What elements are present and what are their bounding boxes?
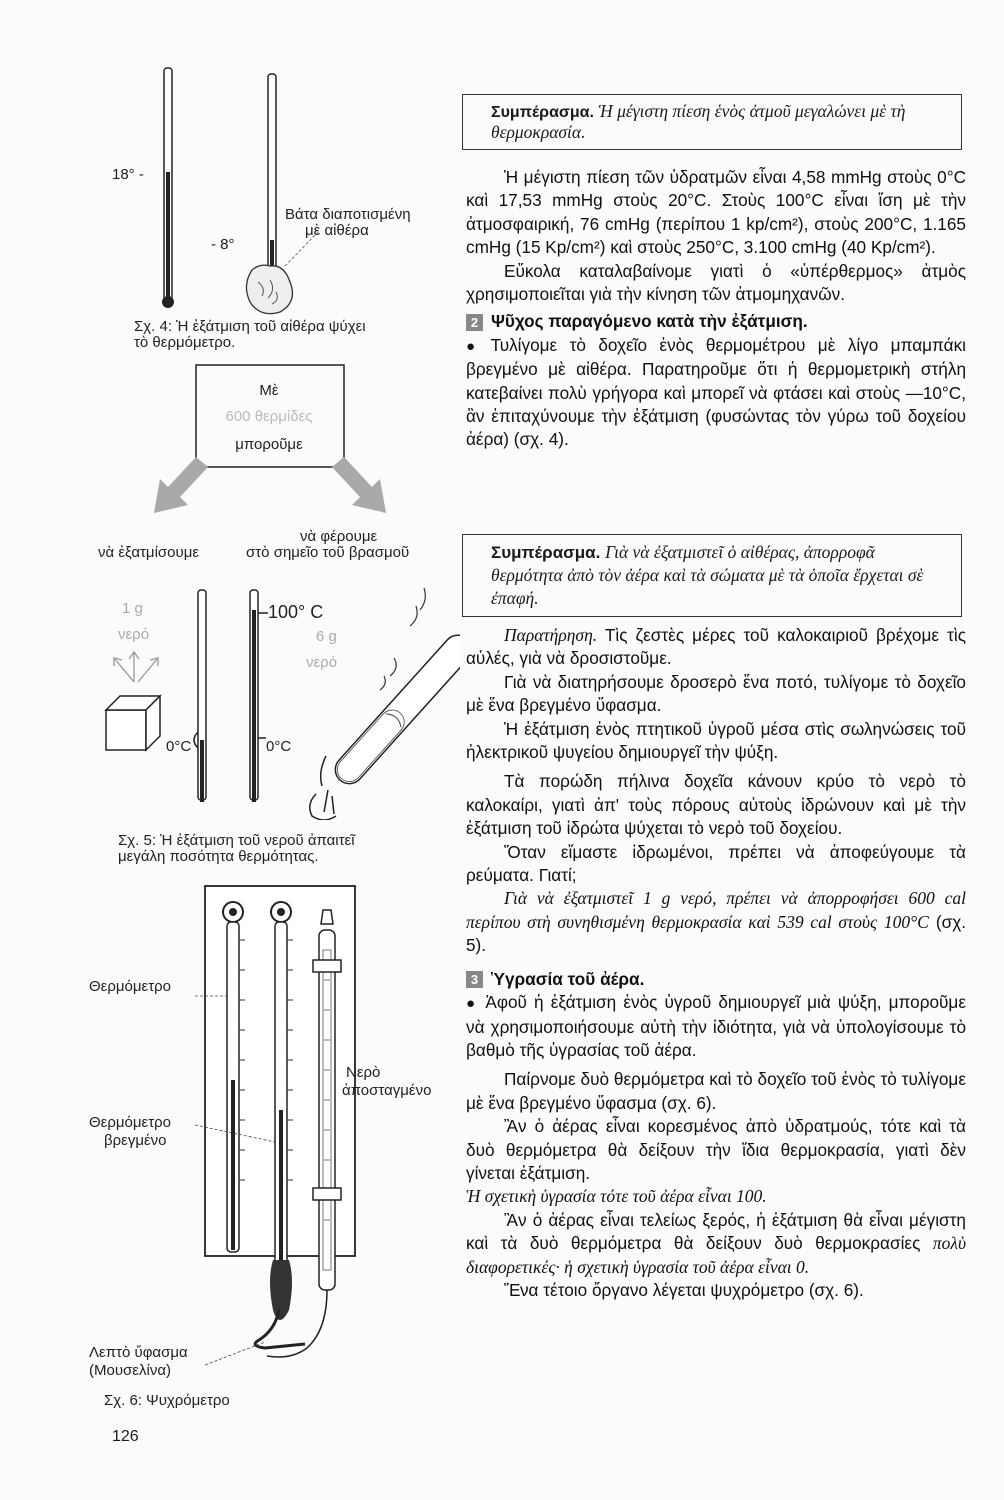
fig5-box-line2: 600 θερμίδες <box>225 408 313 425</box>
fig5-label-6g: 6 g <box>316 628 337 645</box>
fig6-caption: Σχ. 6: Ψυχρόμετρο <box>104 1392 230 1409</box>
fig4-caption-2: τὸ θερμόμετρο. <box>134 334 236 351</box>
fig4-cotton-label-2: μὲ αἰθέρα <box>305 222 369 239</box>
paragraph-two-thermometers: Παίρνομε δυὸ θερμόμετρα καὶ τὸ δοχεῖο τοῦ ἑνὸς τὸ τυλίγομε μὲ ἕνα βρεγμένο ὕφασμα (σχ. 6). <box>466 1069 966 1113</box>
fig6-label-wet-1: Θερμόμετρο <box>89 1114 172 1131</box>
conclusion-1-title: Συμπέρασμα. <box>491 104 594 121</box>
fig5-label-bring-2: στὸ σημεῖο τοῦ βρασμοῦ <box>246 544 410 561</box>
fig5-label-100c: 100° C <box>268 602 324 622</box>
fig6-label-distilled-1: Νερὸ <box>346 1064 381 1081</box>
paragraph-superheated: Εὔκολα καταλαβαίνομε γιατὶ ὁ «ὑπέρθερμος» ἀτμὸς χρησιμοποιεῖται γιὰ τὴν κίνηση τῶν ἀτμομηχανῶν. <box>466 260 966 305</box>
section-2-heading <box>466 310 966 333</box>
right-column-part1 <box>466 166 966 452</box>
paragraph-psychrometer: Ἕνα τέτοιο ὄργανο λέγεται ψυχρόμετρο (σχ. 6). <box>504 1279 864 1300</box>
fig6-label-fabric-2: (Μουσελίνα) <box>89 1362 171 1379</box>
paragraph-sweat: Ὅταν εἴμαστε ἱδρωμένοι, πρέπει νὰ ἀποφεύγουμε τὰ ρεύματα. Γιατί; <box>466 841 966 886</box>
fig4-caption-1: Σχ. 4: Ἡ ἐξάτμιση τοῦ αἰθέρα ψύχει <box>134 318 366 335</box>
paragraph-courtyards: Τὶς ζεστὲς μέρες τοῦ καλοκαιριοῦ βρέχομε τὶς αὐλές, γιὰ νὰ δροσιστοῦμε. <box>466 625 966 669</box>
fig5-label-water-2: νερό <box>306 654 338 671</box>
conclusion-box-2 <box>462 534 962 617</box>
fig5-label-water-1: νερό <box>118 626 150 643</box>
fig4-drawing <box>100 60 460 320</box>
fig5-label-evaporate: νὰ ἐξατμίσουμε <box>98 544 200 561</box>
paragraph-saturated: Ἂν ὁ ἀέρας εἶναι κορεσμένος ἀπὸ ὑδρατμούς, τότε καὶ τὰ δυὸ θερμόμετρα θὰ δείξουν τὴν ἴδια θερμοκρασία, γιατὶ δὲν γίνεται ἐξάτμιση. <box>466 1116 966 1183</box>
paragraph-600cal-ref: (σχ. 5). <box>466 911 966 956</box>
fig5-label-1g: 1 g <box>122 600 143 617</box>
fig5-box-line3: μποροῦμε <box>235 436 303 453</box>
section-3-heading <box>466 968 966 991</box>
fig6-label-wet-2: βρεγμένο <box>104 1132 167 1149</box>
section-2-number: 2 <box>466 314 483 331</box>
conclusion-box-1 <box>462 94 962 150</box>
paragraph-600cal: Γιὰ νὰ ἐξατμιστεῖ 1 g νερό, πρέπει νὰ ἀπορροφήσει 600 cal περίπου στὴ συνηθισμένη θερμοκρασία καὶ 539 cal στοὺς 100°C <box>466 888 966 932</box>
fig4-cotton-label: Βάτα διαποτισμένη <box>285 206 411 223</box>
fig5-label-0c-b: 0°C <box>266 738 292 755</box>
conclusion-2-body: Γιὰ νὰ ἐξατμιστεῖ ὁ αἰθέρας, ἀπορροφᾶ θερμότητα ἀπὸ τὸν ἀέρα καὶ τὰ σώματα μὲ τὰ ὁποῖα ἔρχεται σὲ ἐπαφή. <box>491 542 924 608</box>
paragraph-dry-air: Ἂν ὁ ἀέρας εἶναι τελείως ξερός, ἡ ἐξάτμιση θὰ εἶναι μέγιστη καὶ τὰ δυὸ θερμόμετρα θὰ δείξουν δυὸ θερμοκρασίες <box>466 1209 966 1254</box>
fig6-label-fabric-1: Λεπτὸ ὕφασμα <box>89 1344 188 1361</box>
paragraph-humidity-intro: ● Ἀφοῦ ἡ ἐξάτμιση ἑνὸς ὑγροῦ δημιουργεῖ μιὰ ψύξη, μποροῦμε νὰ χρησιμοποιήσουμε αὐτὴ τὴν ἰδιότητα, γιὰ νὰ ὑπολογίσουμε τὸ βαθμὸ τῆς ὑγρασίας τοῦ ἀέρα. <box>466 991 966 1062</box>
fig6-label-distilled-2: ἀποσταγμένο <box>342 1082 432 1099</box>
fig5-label-bring-1: νὰ φέρουμε <box>300 528 378 545</box>
paragraph-humidity-100: Ἡ σχετικὴ ὑγρασία τότε τοῦ ἀέρα εἶναι 100. <box>466 1186 767 1207</box>
paragraph-ether-experiment: ● Τυλίγομε τὸ δοχεῖο ἑνὸς θερμομέτρου μὲ λίγο μπαμπάκι βρεγμένο μὲ αἰθέρα. Παρατηροῦμε ὅτι ἡ θερμομετρικὴ στήλη κατεβαίνει πολὺ γρήγορα καὶ μπορεῖ νὰ φτάσει καὶ στοὺς —10°C, ἂν ἐπιταχύνουμε τὴν ἐξάτμιση (φυσώντας τὸν γύρω τοῦ δοχείου ἀέρα) (σχ. 4). <box>466 334 966 452</box>
fig4-label-minus8: - 8° <box>211 236 235 253</box>
fig6-label-thermometer: Θερμόμετρο <box>89 978 172 995</box>
section-3-title: Ὑγρασία τοῦ ἀέρα. <box>491 968 645 989</box>
conclusion-1-body: Ἡ μέγιστη πίεση ἑνὸς ἀτμοῦ μεγαλώνει μὲ τὴ θερμοκρασία. <box>491 101 906 142</box>
fig6-psychrometer <box>195 880 375 1400</box>
fig5-label-0c-a: 0°C <box>166 738 192 755</box>
section-2-title: Ψῦχος παραγόμενο κατὰ τὴν ἐξάτμιση. <box>491 311 808 332</box>
paragraph-max-pressure: Ἡ μέγιστη πίεση τῶν ὑδρατμῶν εἶναι 4,58 mmHg στοὺς 0°C καὶ 17,53 mmHg στοὺς 20°C. Στοὺς 100°C εἶναι ἴση μὲ τὴν ἀτμοσφαιρική, 76 cmHg (περίπου 1 kp/cm²), στοὺς 200°C, 1.165 cmHg (15 Kp/cm²) καὶ στοὺς 250°C, 3.100 cmHg (40 Kp/cm²). <box>466 167 966 258</box>
fig5-caption-2: μεγάλη ποσότητα θερμότητας. <box>118 848 319 865</box>
fig5-box-line1: Μὲ <box>259 382 279 399</box>
page-number: 126 <box>112 1428 139 1445</box>
fig4-label-18: 18° - <box>112 166 144 183</box>
section-3-number: 3 <box>466 971 483 988</box>
observation-label: Παρατήρηση. <box>504 625 598 645</box>
paragraph-fridge: Ἡ ἐξάτμιση ἑνὸς πτητικοῦ ὑγροῦ μέσα στὶς σωληνώσεις τοῦ ἠλεκτρικοῦ ψυγείου δημιουργεῖ τὴν ψύξη. <box>466 718 966 763</box>
paragraph-clay-pots: Τὰ πορώδη πήλινα δοχεῖα κάνουν κρύο τὸ νερὸ τὸ καλοκαίρι, γιατὶ ἀπ' τοὺς πόρους αὐτοὺς ἱδρώνουν καὶ μὲ τὴν ἐξάτμιση τοῦ ἱδρώτα ψύχεται τὸ νερὸ τοῦ δοχείου. <box>466 771 966 839</box>
paragraph-drink: Γιὰ νὰ διατηρήσουμε δροσερὸ ἕνα ποτό, τυλίγομε τὸ δοχεῖο μὲ ἕνα βρεγμένο ὕφασμα. <box>466 671 966 716</box>
conclusion-2-title: Συμπέρασμα. <box>491 543 601 562</box>
paragraph-humidity-0: πολὺ διαφορετικές· ἡ σχετικὴ ὑγρασία τοῦ ἀέρα εἶναι 0. <box>466 1233 966 1277</box>
fig5-caption-1: Σχ. 5: Ἡ ἐξάτμιση τοῦ νεροῦ ἀπαιτεῖ <box>118 832 355 849</box>
right-column-part2 <box>466 624 966 1302</box>
